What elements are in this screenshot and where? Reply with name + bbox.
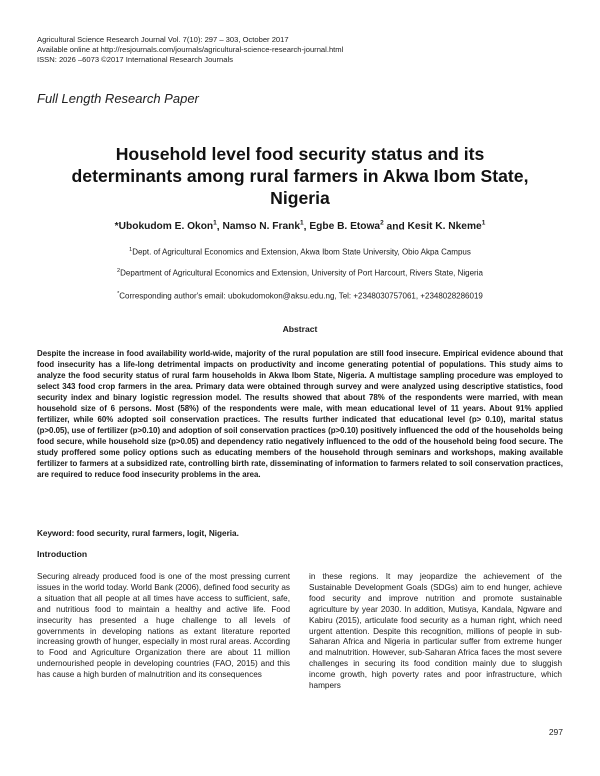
journal-citation: Agricultural Science Research Journal Vol. 7(10): 297 – 303, October 2017 xyxy=(37,35,289,44)
author-list: *Ubokudom E. Okon$^1$, Namso N. Frank$^1$, Egbe B. Etowa$^2$ and Kesit K. Nkeme$^1$ xyxy=(114,220,486,233)
page-number: 297 xyxy=(548,727,563,737)
paper-type: Full Length Research Paper xyxy=(37,91,199,106)
journal-url: Available online at http://resjournals.com/journals/agricultural-science-research-journal.html xyxy=(37,45,344,54)
abstract-heading: Abstract xyxy=(282,324,318,334)
author-4: Kesit K. Nkeme$^1$ xyxy=(407,220,486,233)
introduction-column-left: Securing already produced food is one of the most pressing current issues in the world today. World Bank (2006), defined food security as a situation that all people at all times have access to sufficient, safe, and nutritious food to maintain a healthy and active life. Food insecurity has presented a huge challenge to all levels of governments in developing nations as extant literature reported increasing growth of hunger, especially in most rural areas. According to Food and Agriculture Organization there are about 11 million undernourished people in developing countries (FAO, 2015) and this has cause a high burden of malnutrition and its consequences xyxy=(37,572,290,680)
corresponding-author: *Corresponding author's email: ubokudomokon@aksu.edu.ng, Tel: +2348030757061, +2348028286019 xyxy=(117,291,483,301)
abstract-text: Despite the increase in food availability world-wide, majority of the rural population are still food insecure. Empirical evidence abound that food insecurity has a life-long detrimental impacts on productivity and income generating potential of populations. This study aims to analyze the food security status of rural farm households in Akwa Ibom State, Nigeria. A multistage sampling procedure was employed to select 343 food crop farmers in the area. Primary data were obtained through survey and were analyzed using descriptive statistics, food security index and binary logistic regression model. The results showed that about 78% of the respondents were married, with mean household size of 6 persons. Most (58%) of the respondents were male, with mean educational level of 11 years. About 91% applied fertilizer, while 60% adopted soil conservation practices. The results further indicated that educational level (p> 0.10), marital status (p>0.05), use of fertilizer (p>0.10) and adoption of soil conservation practices (p>0.10) positively influenced the odd of the households being food secure, while household size (p>0.05) and dependency ratio negatively influenced to the odd of the household being food secure. The study proffered some policy options such as educating members of the household through seminars and workshops, making available fertilizer to farmers at a subsidized rate, controlling birth rate, disseminating of information to farmers related to soil conservation practices, are required to reduce food insecurity problems in the area. xyxy=(37,349,563,479)
introduction-heading: Introduction xyxy=(37,549,88,559)
author-1: *Ubokudom E. Okon$^1$ xyxy=(114,220,217,233)
paper-title: Household level food security status and its determinants among rural farmers in Akwa Ibom State, Nigeria xyxy=(71,144,529,208)
author-2: Namso N. Frank$^1$ xyxy=(222,220,304,233)
keywords: Keyword: food security, rural farmers, logit, Nigeria. xyxy=(37,529,239,538)
affiliation-1: $^1$Dept. of Agricultural Economics and Extension, Akwa Ibom State University, Obio Akpa Campus xyxy=(129,247,471,257)
introduction-column-right: in these regions. It may jeopardize the achievement of the Sustainable Development Goals (SDGs) aim to end hunger, achieve food security and improve nutrition and promote sustainable agriculture by year 2030. In addition, Mutisya, Kandala, Ngware and Kabiru (2015), articulate food security as a human right, which need urgent attention. Despite this recognition, millions of people in sub-Saharan Africa and Nigeria in particular suffer from extreme hunger and malnutrition. However, sub-Saharan Africa faces the most severe challenges in securing its food condition mainly due to sluggish income growth, high poverty rates and poor infrastructure, which hampers xyxy=(309,572,562,691)
journal-issn: ISSN: 2026 –6073 ©2017 International Research Journals xyxy=(37,55,233,64)
affiliation-2: $^2$Department of Agricultural Economics and Extension, University of Port Harcourt, Rivers State, Nigeria xyxy=(117,268,483,278)
journal-header xyxy=(37,35,343,65)
author-3: Egbe B. Etowa$^2$ xyxy=(309,220,384,233)
